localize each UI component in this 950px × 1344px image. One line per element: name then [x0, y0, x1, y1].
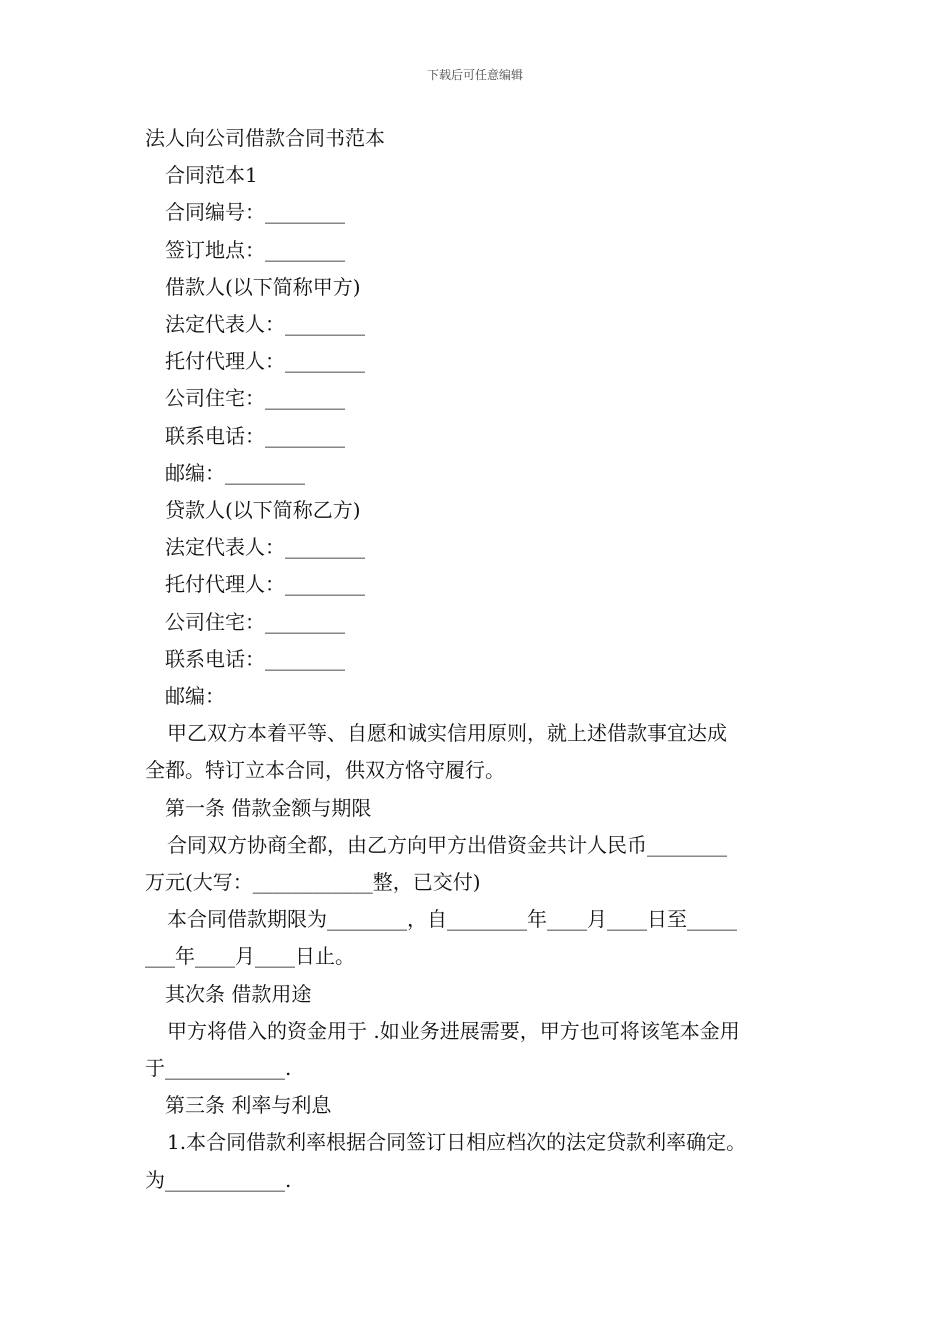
- lender-legal-rep-field: 法定代表人：________: [165, 535, 365, 560]
- page-header-note: 下载后可任意编辑: [426, 68, 523, 82]
- borrower-phone-field: 联系电话：________: [165, 423, 345, 448]
- preamble-line-1: 甲乙双方本着平等、自愿和诚实信用原则，就上述借款事宜达成: [167, 721, 727, 746]
- borrower-postcode-field: 邮编：________: [165, 460, 305, 485]
- interest-rate-line-2: 为____________.: [145, 1167, 292, 1192]
- borrower-address-field: 公司住宅：________: [165, 386, 345, 411]
- borrower-heading: 借款人(以下简称甲方): [165, 274, 361, 299]
- article-2-title: 其次条 借款用途: [165, 981, 312, 1006]
- contract-template-label: 合同范本1: [165, 163, 258, 188]
- loan-term-line-2: ___年____月____日止。: [145, 944, 355, 969]
- article-3-title: 第三条 利率与利息: [165, 1093, 332, 1118]
- document-title: 法人向公司借款合同书范本: [145, 126, 385, 150]
- borrower-legal-rep-field: 法定代表人：________: [165, 312, 365, 337]
- contract-number-field: 合同编号：________: [165, 200, 345, 225]
- lender-postcode-field: 邮编：: [165, 684, 225, 709]
- loan-term-line-1: 本合同借款期限为________，自________年____月____日至_____: [167, 907, 737, 932]
- loan-purpose-line-2: 于____________.: [145, 1056, 292, 1081]
- lender-agent-field: 托付代理人：________: [165, 572, 365, 597]
- loan-amount-line-2: 万元(大写：____________整，已交付): [145, 870, 481, 895]
- document-body: [145, 120, 815, 1199]
- borrower-agent-field: 托付代理人：________: [165, 349, 365, 374]
- preamble-line-2: 全都。特订立本合同，供双方恪守履行。: [145, 758, 505, 783]
- loan-purpose-line-1: 甲方将借入的资金用于 .如业务进展需要，甲方也可将该笔本金用: [167, 1018, 740, 1043]
- lender-heading: 贷款人(以下简称乙方): [165, 498, 361, 523]
- lender-address-field: 公司住宅：________: [165, 609, 345, 634]
- article-1-title: 第一条 借款金额与期限: [165, 795, 372, 820]
- loan-amount-line-1: 合同双方协商全都，由乙方向甲方出借资金共计人民币________: [167, 832, 727, 857]
- interest-rate-line-1: 1.本合同借款利率根据合同签订日相应档次的法定贷款利率确定。: [167, 1130, 747, 1155]
- signing-place-field: 签订地点：________: [165, 237, 345, 262]
- lender-phone-field: 联系电话：________: [165, 646, 345, 671]
